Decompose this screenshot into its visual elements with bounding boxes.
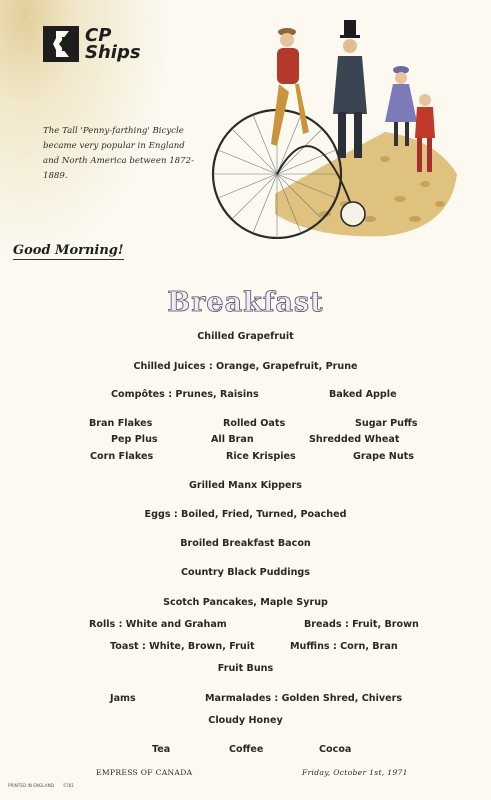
cereal-pep-plus: Pep Plus	[111, 434, 158, 445]
item-toast: Toast : White, Brown, Fruit	[110, 641, 255, 652]
item-breads: Breads : Fruit, Brown	[304, 619, 419, 630]
item-juices: Chilled Juices : Orange, Grapefruit, Prune	[133, 361, 358, 372]
penny-farthing-illustration	[205, 14, 465, 239]
drink-coffee: Coffee	[229, 744, 264, 755]
item-baked-apple: Baked Apple	[329, 389, 397, 400]
item-pancakes: Scotch Pancakes, Maple Syrup	[163, 597, 328, 608]
cp-ships-logo	[43, 26, 141, 62]
brand-line-1: CP	[85, 25, 112, 46]
cereal-rice-krispies: Rice Krispies	[226, 451, 296, 462]
caption-line-2: became very popular in England	[43, 141, 185, 151]
ship-name: EMPRESS OF CANADA	[96, 768, 193, 777]
item-compotes: Compôtes : Prunes, Raisins	[111, 389, 259, 400]
greeting: Good Morning!	[13, 243, 124, 258]
item-puddings: Country Black Puddings	[181, 567, 310, 578]
cereal-corn-flakes: Corn Flakes	[90, 451, 154, 462]
cereal-shredded-wheat: Shredded Wheat	[309, 434, 400, 445]
menu-title: Breakfast	[167, 287, 324, 318]
cereal-rolled-oats: Rolled Oats	[223, 418, 286, 429]
printed-in: PRINTED IN ENGLAND	[8, 783, 54, 788]
drink-cocoa: Cocoa	[319, 744, 352, 755]
illustration-caption	[43, 124, 213, 184]
item-grapefruit: Chilled Grapefruit	[197, 331, 294, 342]
print-code: 5781	[63, 783, 74, 788]
item-bacon: Broiled Breakfast Bacon	[180, 538, 311, 549]
caption-line-3: and North America between 1872-1889.	[43, 156, 194, 181]
cp-logo-icon	[43, 26, 79, 62]
caption-line-1: The Tall 'Penny-farthing' Bicycle	[43, 126, 184, 136]
print-note	[8, 783, 74, 788]
item-eggs: Eggs : Boiled, Fried, Turned, Poached	[144, 509, 347, 520]
item-rolls: Rolls : White and Graham	[89, 619, 227, 630]
cereal-grape-nuts: Grape Nuts	[353, 451, 414, 462]
cereal-bran-flakes: Bran Flakes	[89, 418, 153, 429]
item-marmalades: Marmalades : Golden Shred, Chivers	[205, 693, 403, 704]
menu-date: Friday, October 1st, 1971	[302, 768, 408, 777]
item-muffins: Muffins : Corn, Bran	[290, 641, 398, 652]
item-fruit-buns: Fruit Buns	[217, 663, 274, 674]
item-kippers: Grilled Manx Kippers	[189, 480, 302, 491]
item-jams: Jams	[110, 693, 136, 704]
cereal-all-bran: All Bran	[211, 434, 254, 445]
drink-tea: Tea	[152, 744, 171, 755]
item-honey: Cloudy Honey	[208, 715, 283, 726]
cereal-sugar-puffs: Sugar Puffs	[355, 418, 418, 429]
brand-line-2: Ships	[85, 42, 141, 63]
brand-name	[85, 27, 141, 61]
